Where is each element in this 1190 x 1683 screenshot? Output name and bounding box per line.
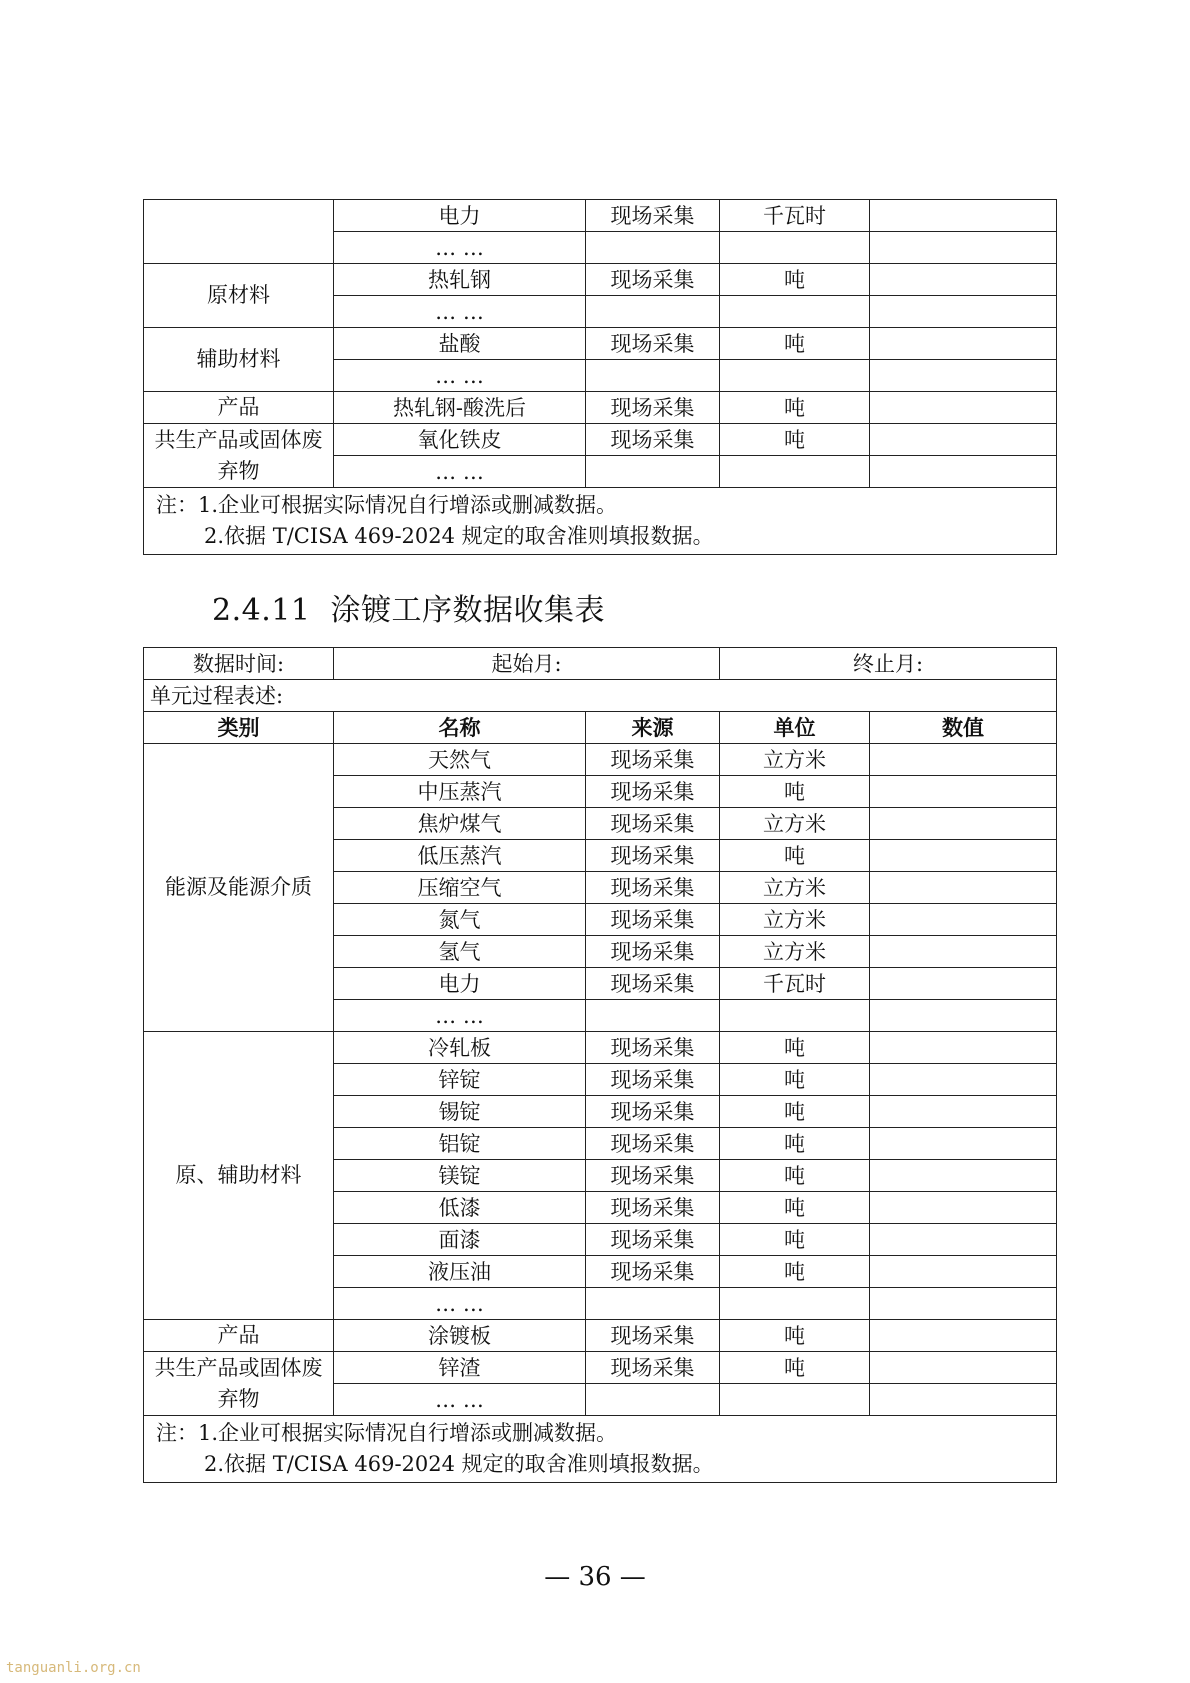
- value-cell[interactable]: [870, 1032, 1057, 1064]
- header-row: [144, 712, 1057, 744]
- unit-cell: 吨: [720, 1128, 870, 1160]
- table-row: [144, 1032, 1057, 1064]
- category-cell: 产品: [144, 392, 334, 424]
- source-cell: 现场采集: [586, 392, 720, 424]
- unit-cell: [720, 232, 870, 264]
- table-row: [144, 744, 1057, 776]
- name-cell: … …: [334, 360, 586, 392]
- unit-cell: 吨: [720, 1192, 870, 1224]
- unit-cell: 立方米: [720, 808, 870, 840]
- end-month-field[interactable]: 终止月:: [720, 648, 1057, 680]
- category-cell: 能源及能源介质: [144, 744, 334, 1032]
- table-row: [144, 424, 1057, 456]
- unit-cell: 吨: [720, 1064, 870, 1096]
- unit-cell: 吨: [720, 1224, 870, 1256]
- value-cell[interactable]: [870, 840, 1057, 872]
- source-cell: 现场采集: [586, 1192, 720, 1224]
- name-cell: 锡锭: [334, 1096, 586, 1128]
- name-cell: 镁锭: [334, 1160, 586, 1192]
- value-cell[interactable]: [870, 808, 1057, 840]
- unit-cell: 立方米: [720, 872, 870, 904]
- name-cell: … …: [334, 232, 586, 264]
- unit-cell: 吨: [720, 1160, 870, 1192]
- source-cell: 现场采集: [586, 1352, 720, 1384]
- coating-process-data-table: [143, 647, 1057, 1483]
- table-note: [144, 488, 1057, 555]
- name-cell: 铝锭: [334, 1128, 586, 1160]
- source-cell: 现场采集: [586, 744, 720, 776]
- source-cell: 现场采集: [586, 968, 720, 1000]
- name-cell: 氢气: [334, 936, 586, 968]
- value-cell[interactable]: [870, 744, 1057, 776]
- name-cell: 低压蒸汽: [334, 840, 586, 872]
- source-cell: 现场采集: [586, 1064, 720, 1096]
- page-number: — 36 —: [544, 1562, 646, 1592]
- source-cell: [586, 232, 720, 264]
- table-note-row: [144, 488, 1057, 555]
- data-time-label: 数据时间:: [144, 648, 334, 680]
- unit-cell: 吨: [720, 1032, 870, 1064]
- value-cell[interactable]: [870, 1256, 1057, 1288]
- name-cell: 压缩空气: [334, 872, 586, 904]
- section-title: 涂镀工序数据收集表: [330, 593, 605, 628]
- source-cell: 现场采集: [586, 936, 720, 968]
- value-cell[interactable]: [870, 200, 1057, 232]
- name-cell: … …: [334, 1000, 586, 1032]
- category-cell: 原材料: [144, 264, 334, 328]
- process-description-row: [144, 680, 1057, 712]
- category-cell: 辅助材料: [144, 328, 334, 392]
- source-cell: [586, 1384, 720, 1416]
- unit-cell: 立方米: [720, 744, 870, 776]
- section-number: 2.4.11: [212, 593, 311, 628]
- name-cell: 电力: [334, 200, 586, 232]
- unit-cell: 吨: [720, 328, 870, 360]
- value-cell[interactable]: [870, 904, 1057, 936]
- header-value: 数值: [870, 712, 1057, 744]
- source-cell: 现场采集: [586, 1032, 720, 1064]
- source-cell: 现场采集: [586, 1160, 720, 1192]
- value-cell[interactable]: [870, 296, 1057, 328]
- note-line-2: 2.依据 T/CISA 469-2024 规定的取舍准则填报数据。: [204, 524, 714, 548]
- value-cell[interactable]: [870, 1352, 1057, 1384]
- unit-cell: 吨: [720, 1096, 870, 1128]
- unit-cell: 千瓦时: [720, 200, 870, 232]
- source-cell: 现场采集: [586, 424, 720, 456]
- source-cell: 现场采集: [586, 776, 720, 808]
- header-source: 来源: [586, 712, 720, 744]
- source-cell: [586, 1288, 720, 1320]
- source-cell: 现场采集: [586, 872, 720, 904]
- value-cell[interactable]: [870, 456, 1057, 488]
- value-cell[interactable]: [870, 1160, 1057, 1192]
- source-cell: [586, 456, 720, 488]
- name-cell: 锌渣: [334, 1352, 586, 1384]
- source-cell: 现场采集: [586, 200, 720, 232]
- table-row: [144, 392, 1057, 424]
- value-cell[interactable]: [870, 1000, 1057, 1032]
- note-line-1: 注：1.企业可根据实际情况自行增添或删减数据。: [156, 1421, 618, 1445]
- value-cell[interactable]: [870, 872, 1057, 904]
- source-cell: 现场采集: [586, 904, 720, 936]
- table-row: [144, 328, 1057, 360]
- table-row: [144, 264, 1057, 296]
- unit-cell: 吨: [720, 1352, 870, 1384]
- name-cell: 氮气: [334, 904, 586, 936]
- source-cell: 现场采集: [586, 264, 720, 296]
- unit-cell: 立方米: [720, 936, 870, 968]
- value-cell[interactable]: [870, 968, 1057, 1000]
- source-cell: 现场采集: [586, 1256, 720, 1288]
- unit-cell: [720, 360, 870, 392]
- unit-cell: 吨: [720, 840, 870, 872]
- start-month-field[interactable]: 起始月:: [334, 648, 720, 680]
- name-cell: … …: [334, 456, 586, 488]
- table-note: [144, 1416, 1057, 1483]
- name-cell: … …: [334, 1384, 586, 1416]
- unit-cell: [720, 296, 870, 328]
- name-cell: 焦炉煤气: [334, 808, 586, 840]
- source-cell: 现场采集: [586, 1128, 720, 1160]
- header-name: 名称: [334, 712, 586, 744]
- category-cell: 原、辅助材料: [144, 1032, 334, 1320]
- source-cell: [586, 296, 720, 328]
- source-cell: 现场采集: [586, 1320, 720, 1352]
- unit-cell: 吨: [720, 264, 870, 296]
- table-note-row: [144, 1416, 1057, 1483]
- source-cell: 现场采集: [586, 840, 720, 872]
- unit-cell: 吨: [720, 1320, 870, 1352]
- header-category: 类别: [144, 712, 334, 744]
- header-unit: 单位: [720, 712, 870, 744]
- unit-cell: [720, 456, 870, 488]
- source-cell: 现场采集: [586, 1224, 720, 1256]
- category-cell: [144, 200, 334, 264]
- name-cell: 中压蒸汽: [334, 776, 586, 808]
- data-time-row: [144, 648, 1057, 680]
- unit-cell: [720, 1000, 870, 1032]
- section-heading: [212, 585, 605, 629]
- name-cell: 热轧钢-酸洗后: [334, 392, 586, 424]
- unit-cell: 吨: [720, 1256, 870, 1288]
- table-row: [144, 1320, 1057, 1352]
- name-cell: 电力: [334, 968, 586, 1000]
- name-cell: 涂镀板: [334, 1320, 586, 1352]
- name-cell: 锌锭: [334, 1064, 586, 1096]
- process-description-field[interactable]: 单元过程表述:: [144, 680, 1057, 712]
- name-cell: 盐酸: [334, 328, 586, 360]
- value-cell[interactable]: [870, 776, 1057, 808]
- source-cell: [586, 1000, 720, 1032]
- value-cell[interactable]: [870, 1320, 1057, 1352]
- name-cell: 天然气: [334, 744, 586, 776]
- name-cell: … …: [334, 296, 586, 328]
- name-cell: 冷轧板: [334, 1032, 586, 1064]
- value-cell[interactable]: [870, 328, 1057, 360]
- value-cell[interactable]: [870, 392, 1057, 424]
- name-cell: 氧化铁皮: [334, 424, 586, 456]
- value-cell[interactable]: [870, 424, 1057, 456]
- note-line-2: 2.依据 T/CISA 469-2024 规定的取舍准则填报数据。: [204, 1452, 714, 1476]
- name-cell: 面漆: [334, 1224, 586, 1256]
- unit-cell: 吨: [720, 392, 870, 424]
- name-cell: 热轧钢: [334, 264, 586, 296]
- unit-cell: [720, 1384, 870, 1416]
- name-cell: 液压油: [334, 1256, 586, 1288]
- table-continued: [143, 199, 1057, 555]
- value-cell[interactable]: [870, 264, 1057, 296]
- category-cell: 产品: [144, 1320, 334, 1352]
- watermark: tanguanli.org.cn: [6, 1660, 141, 1676]
- table-row: [144, 200, 1057, 232]
- value-cell[interactable]: [870, 1224, 1057, 1256]
- source-cell: [586, 360, 720, 392]
- note-line-1: 注：1.企业可根据实际情况自行增添或删减数据。: [156, 493, 618, 517]
- unit-cell: [720, 1288, 870, 1320]
- value-cell[interactable]: [870, 232, 1057, 264]
- value-cell[interactable]: [870, 360, 1057, 392]
- source-cell: 现场采集: [586, 328, 720, 360]
- unit-cell: 千瓦时: [720, 968, 870, 1000]
- source-cell: 现场采集: [586, 1096, 720, 1128]
- value-cell[interactable]: [870, 1288, 1057, 1320]
- category-cell: 共生产品或固体废弃物: [144, 1352, 334, 1416]
- value-cell[interactable]: [870, 1192, 1057, 1224]
- value-cell[interactable]: [870, 1064, 1057, 1096]
- unit-cell: 吨: [720, 424, 870, 456]
- value-cell[interactable]: [870, 1128, 1057, 1160]
- unit-cell: 立方米: [720, 904, 870, 936]
- table-row: [144, 1352, 1057, 1384]
- category-cell: 共生产品或固体废弃物: [144, 424, 334, 488]
- value-cell[interactable]: [870, 1384, 1057, 1416]
- value-cell[interactable]: [870, 936, 1057, 968]
- name-cell: … …: [334, 1288, 586, 1320]
- unit-cell: 吨: [720, 776, 870, 808]
- source-cell: 现场采集: [586, 808, 720, 840]
- name-cell: 低漆: [334, 1192, 586, 1224]
- value-cell[interactable]: [870, 1096, 1057, 1128]
